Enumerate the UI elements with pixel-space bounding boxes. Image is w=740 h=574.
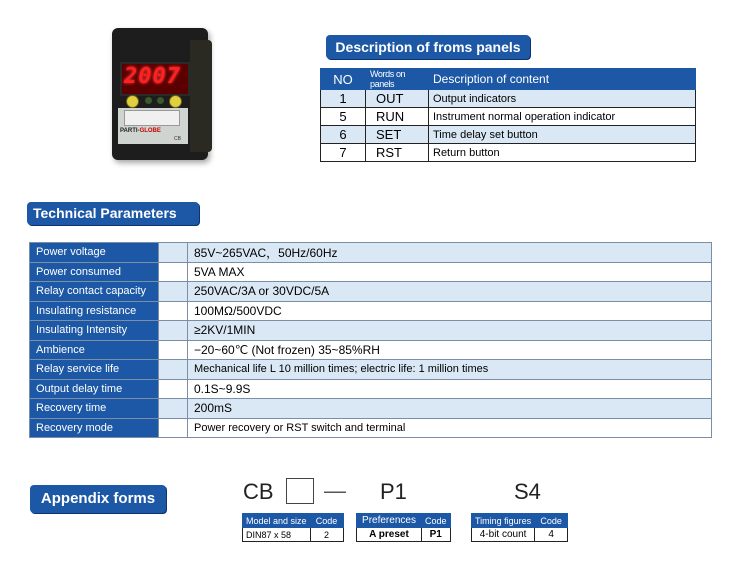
col-header: Model and size (243, 514, 311, 528)
row-no: 7 (321, 144, 366, 162)
param-value: ≥2KV/1MIN (188, 321, 712, 341)
col-header: Preferences (357, 514, 422, 528)
row-word: SET (366, 126, 429, 144)
param-value: Mechanical life L 10 million times; electric life: 1 million times (188, 360, 712, 380)
code-dash: — (324, 478, 346, 503)
param-value: 5VA MAX (188, 262, 712, 282)
code-part-3: S4 (514, 479, 541, 504)
col-header: Code (422, 514, 451, 528)
device-model: CB (174, 136, 181, 142)
device-button-left (126, 95, 139, 108)
technical-table (29, 242, 712, 438)
table-row (30, 418, 712, 438)
appendix-table-model (242, 513, 344, 542)
table-row (321, 108, 696, 126)
table-row (30, 360, 712, 380)
cell: 4 (535, 528, 568, 542)
table-row (30, 321, 712, 341)
description-title: Description of froms panels (326, 35, 530, 59)
table-row (30, 340, 712, 360)
code-size-box (286, 478, 314, 504)
row-word: RST (366, 144, 429, 162)
device-display-value: 2007 (124, 64, 181, 89)
row-no: 1 (321, 90, 366, 108)
row-desc: Return button (429, 144, 696, 162)
row-desc: Time delay set button (429, 126, 696, 144)
param-label: Relay contact capacity (30, 282, 159, 302)
cell: A preset (357, 528, 422, 542)
table-row (30, 379, 712, 399)
col-header-no: NO (321, 69, 366, 90)
param-value: 250VAC/3A or 30VDC/5A (188, 282, 712, 302)
code-prefix: CB (243, 479, 274, 504)
col-header-words: Words on panels (366, 69, 429, 90)
appendix-table-preferences (356, 513, 451, 542)
param-label: Power voltage (30, 243, 159, 263)
param-label: Output delay time (30, 379, 159, 399)
table-header-row (321, 69, 696, 90)
device-keypad (124, 110, 180, 126)
param-label: Ambience (30, 340, 159, 360)
device-led (157, 97, 164, 104)
param-value: 100MΩ/500VDC (188, 301, 712, 321)
table-row (30, 262, 712, 282)
cell: 2 (310, 528, 343, 542)
param-label: Power consumed (30, 262, 159, 282)
param-label: Recovery time (30, 399, 159, 419)
param-value: 200mS (188, 399, 712, 419)
table-row (30, 399, 712, 419)
col-header-description: Description of content (429, 69, 696, 90)
device-brand: PARTI-GLOBE (120, 128, 161, 134)
cell: P1 (422, 528, 451, 542)
technical-title: Technical Parameters (27, 202, 199, 225)
col-header: Timing figures (472, 514, 535, 528)
col-header: Code (535, 514, 568, 528)
table-row (30, 282, 712, 302)
cell: 4-bit count (472, 528, 535, 542)
table-row (321, 144, 696, 162)
param-label: Recovery mode (30, 418, 159, 438)
row-desc: Instrument normal operation indicator (429, 108, 696, 126)
row-no: 5 (321, 108, 366, 126)
appendix-title: Appendix forms (30, 485, 166, 513)
row-no: 6 (321, 126, 366, 144)
param-label: Relay service life (30, 360, 159, 380)
row-word: OUT (366, 90, 429, 108)
table-row (30, 301, 712, 321)
device-button-right (169, 95, 182, 108)
param-value: 85V~265VAC，50Hz/60Hz (188, 243, 712, 263)
device-side-panel (190, 40, 212, 152)
description-table (320, 68, 696, 162)
param-label: Insulating Intensity (30, 321, 159, 341)
param-label: Insulating resistance (30, 301, 159, 321)
param-value: Power recovery or RST switch and terminal (188, 418, 712, 438)
row-desc: Output indicators (429, 90, 696, 108)
param-value: 0.1S~9.9S (188, 379, 712, 399)
code-part-2: P1 (380, 479, 407, 504)
param-value: −20~60℃ (Not frozen) 35~85%RH (188, 340, 712, 360)
col-header: Code (310, 514, 343, 528)
cell: DIN87 x 58 (243, 528, 311, 542)
table-row (321, 90, 696, 108)
table-row (30, 243, 712, 263)
row-word: RUN (366, 108, 429, 126)
table-row (321, 126, 696, 144)
device-led (145, 97, 152, 104)
appendix-table-timing (471, 513, 568, 542)
